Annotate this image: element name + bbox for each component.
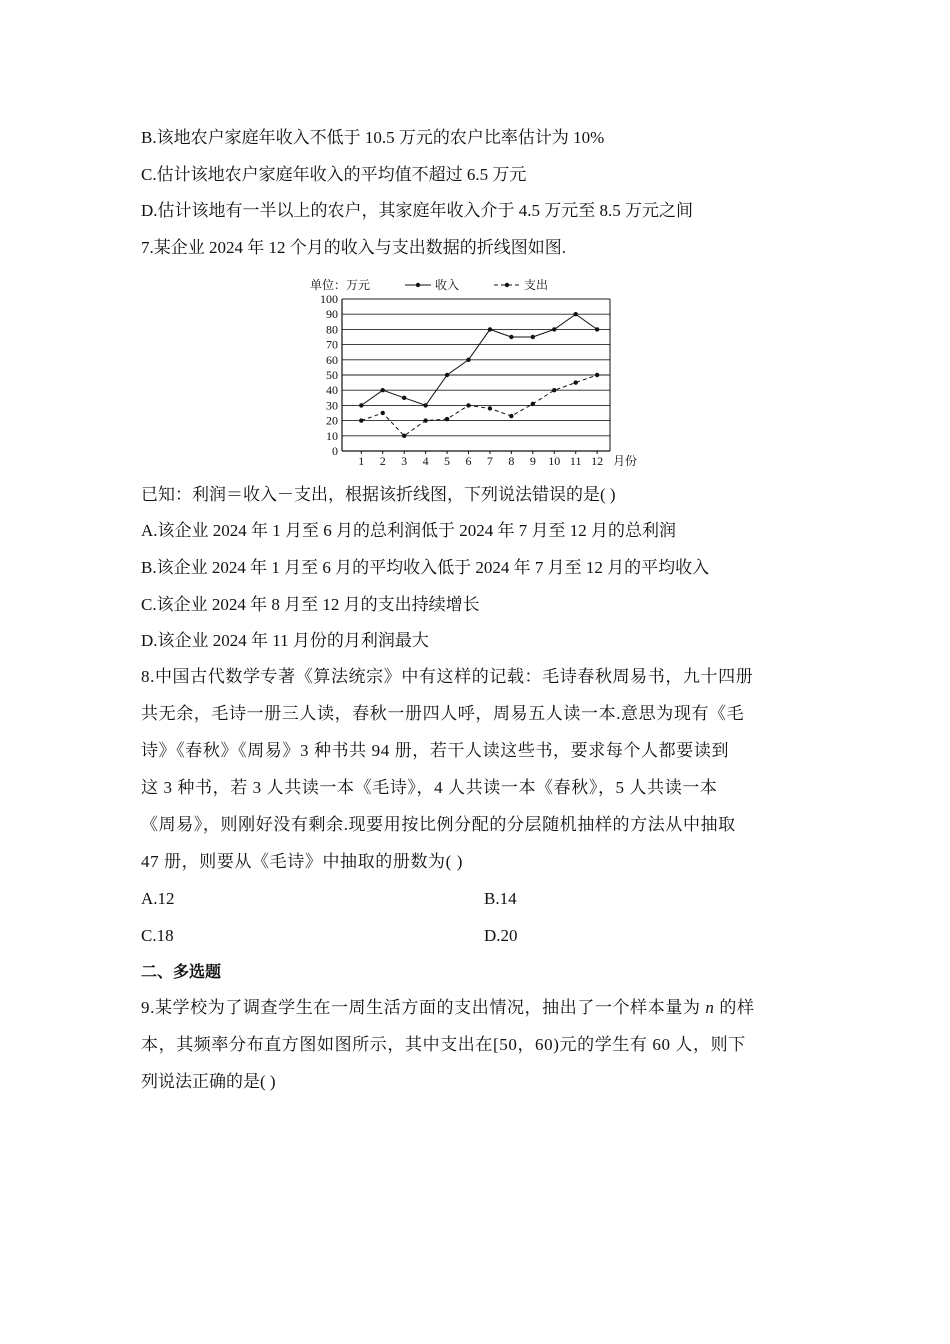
section-heading-multiple-choice: 二、多选题 bbox=[141, 962, 222, 981]
y-tick-label: 100 bbox=[320, 292, 338, 306]
data-point bbox=[488, 327, 492, 331]
q8-line-1: 8.中国古代数学专著《算法统宗》中有这样的记载：毛诗春秋周易书，九十四册 bbox=[141, 667, 754, 686]
q9-variable-n: n bbox=[705, 998, 715, 1017]
data-point bbox=[466, 358, 470, 362]
x-axis-label: 月份 bbox=[613, 454, 638, 468]
data-point bbox=[552, 388, 556, 392]
x-tick-label: 2 bbox=[379, 454, 386, 468]
q8-line-4: 这 3 种书，若 3 人共读一本《毛诗》，4 人共读一本《春秋》，5 人共读一本 bbox=[141, 778, 718, 797]
y-tick-label: 50 bbox=[326, 368, 338, 382]
q7-option-c: C.该企业 2024 年 8 月至 12 月的支出持续增长 bbox=[141, 595, 480, 614]
x-tick-label: 4 bbox=[422, 454, 429, 468]
y-tick-label: 40 bbox=[326, 383, 338, 398]
data-point bbox=[359, 403, 363, 407]
q8-option-a: A.12 bbox=[141, 889, 175, 908]
x-tick-label: 10 bbox=[548, 454, 561, 468]
chart-legend bbox=[310, 277, 548, 292]
q6-option-b: B.该地农户家庭年收入不低于 10.5 万元的农户比率估计为 10% bbox=[141, 128, 605, 147]
y-tick-label: 80 bbox=[326, 322, 338, 337]
legend-marker-2 bbox=[505, 283, 509, 287]
data-point bbox=[552, 327, 556, 331]
data-point bbox=[531, 335, 535, 339]
data-point bbox=[423, 403, 427, 407]
chart-grid bbox=[342, 299, 610, 436]
data-point bbox=[573, 380, 577, 384]
q9-line-1-post: 的样 bbox=[714, 998, 755, 1017]
data-point bbox=[381, 388, 385, 392]
x-tick-label: 9 bbox=[529, 454, 536, 468]
x-tick-label: 1 bbox=[358, 454, 365, 468]
data-point bbox=[509, 414, 513, 418]
x-tick-label: 11 bbox=[569, 454, 582, 468]
q9-line-1-pre: 9.某学校为了调查学生在一周生活方面的支出情况，抽出了一个样本量为 bbox=[141, 998, 706, 1017]
data-point bbox=[595, 373, 599, 377]
q8-line-2: 共无余，毛诗一册三人读，春秋一册四人呼，周易五人读一本.意思为现有《毛 bbox=[141, 704, 745, 723]
y-tick-label: 30 bbox=[326, 398, 338, 413]
q7-question: 7.某企业 2024 年 12 个月的收入与支出数据的折线图如图. bbox=[141, 238, 566, 257]
data-point bbox=[445, 373, 449, 377]
q8-line-6: 47 册，则要从《毛诗》中抽取的册数为( ) bbox=[141, 852, 464, 871]
y-tick-label: 60 bbox=[326, 352, 338, 367]
q9-line-2: 本，其频率分布直方图如图所示，其中支出在[50，60)元的学生有 60 人，则下 bbox=[141, 1035, 746, 1054]
income-expense-line-chart bbox=[300, 272, 650, 468]
q8-option-b: B.14 bbox=[484, 889, 517, 908]
legend-marker-1 bbox=[416, 283, 420, 287]
q7-option-d: D.该企业 2024 年 11 月份的月利润最大 bbox=[141, 631, 429, 650]
chart-axes bbox=[342, 299, 610, 454]
y-tick-label: 20 bbox=[326, 413, 338, 428]
x-tick-label: 12 bbox=[591, 454, 604, 468]
data-point bbox=[509, 335, 513, 339]
data-point bbox=[445, 417, 449, 421]
x-tick-label: 3 bbox=[401, 454, 408, 468]
q7-option-b: B.该企业 2024 年 1 月至 6 月的平均收入低于 2024 年 7 月至 12 月的平均收入 bbox=[141, 558, 710, 577]
q6-option-c: C.估计该地农户家庭年收入的平均值不超过 6.5 万元 bbox=[141, 165, 527, 184]
y-tick-label: 90 bbox=[326, 307, 338, 322]
x-tick-labels bbox=[358, 454, 603, 468]
y-tick-label: 10 bbox=[326, 428, 338, 443]
x-tick-label: 7 bbox=[486, 454, 493, 468]
y-tick-label: 0 bbox=[332, 444, 338, 458]
unit-label: 单位：万元 bbox=[310, 278, 371, 292]
data-point bbox=[423, 418, 427, 422]
data-point bbox=[466, 403, 470, 407]
data-point bbox=[573, 312, 577, 316]
q8-line-5: 《周易》，则刚好没有剩余.现要用按比例分配的分层随机抽样的方法从中抽取 bbox=[141, 815, 736, 834]
data-point bbox=[488, 406, 492, 410]
x-tick-label: 8 bbox=[508, 454, 515, 468]
y-tick-label: 70 bbox=[326, 337, 338, 352]
q8-option-d: D.20 bbox=[484, 926, 518, 945]
data-point bbox=[381, 411, 385, 415]
q7-stem: 已知：利润＝收入－支出，根据该折线图，下列说法错误的是( ) bbox=[141, 485, 616, 504]
legend-label-2: 支出 bbox=[524, 278, 549, 292]
q9-line-3: 列说法正确的是( ) bbox=[141, 1072, 276, 1091]
x-tick-label: 5 bbox=[444, 454, 451, 468]
data-point bbox=[595, 327, 599, 331]
data-point bbox=[531, 402, 535, 406]
q8-option-c: C.18 bbox=[141, 926, 174, 945]
legend-label-1: 收入 bbox=[435, 278, 460, 292]
x-tick-label: 6 bbox=[465, 454, 472, 468]
q6-option-d: D.估计该地有一半以上的农户，其家庭年收入介于 4.5 万元至 8.5 万元之间 bbox=[141, 201, 694, 220]
q8-line-3: 诗》《春秋》《周易》3 种书共 94 册，若干人读这些书，要求每个人都要读到 bbox=[141, 741, 730, 760]
data-point bbox=[402, 434, 406, 438]
q7-option-a: A.该企业 2024 年 1 月至 6 月的总利润低于 2024 年 7 月至 12 月的总利润 bbox=[141, 521, 677, 540]
y-tick-labels bbox=[320, 292, 338, 458]
data-point bbox=[402, 396, 406, 400]
q9-line-1 bbox=[141, 997, 755, 1019]
data-point bbox=[359, 418, 363, 422]
